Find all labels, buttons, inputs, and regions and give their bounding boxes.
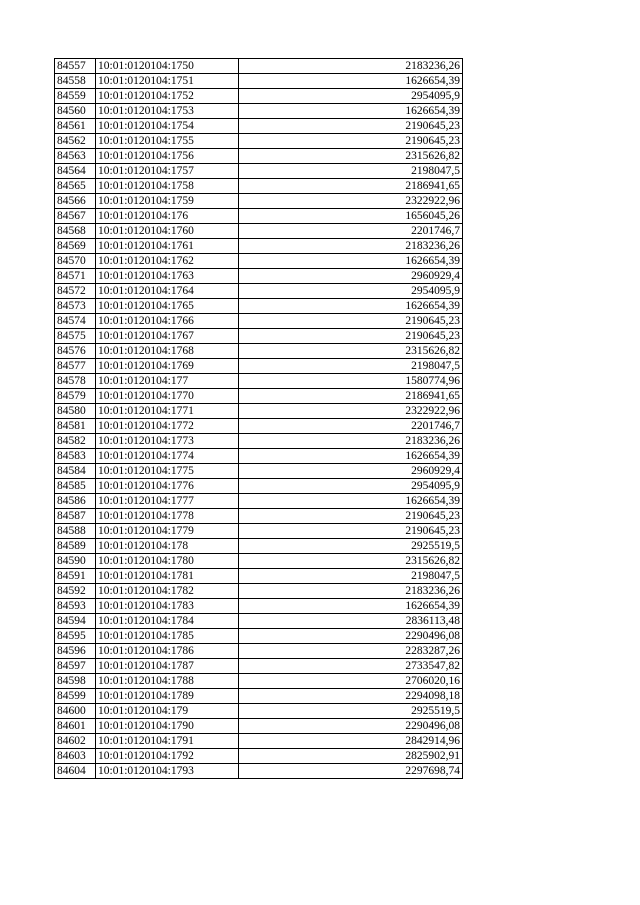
value-cell: 1626654,39 bbox=[239, 599, 463, 614]
record-number-cell: 84567 bbox=[55, 209, 96, 224]
record-number-cell: 84564 bbox=[55, 164, 96, 179]
cadastral-number-cell: 10:01:0120104:1753 bbox=[96, 104, 239, 119]
cadastral-number-cell: 10:01:0120104:1767 bbox=[96, 329, 239, 344]
record-number-cell: 84572 bbox=[55, 284, 96, 299]
value-cell: 2954095,9 bbox=[239, 479, 463, 494]
cadastral-number-cell: 10:01:0120104:1770 bbox=[96, 389, 239, 404]
record-number-cell: 84560 bbox=[55, 104, 96, 119]
record-number-cell: 84588 bbox=[55, 524, 96, 539]
cadastral-number-cell: 10:01:0120104:1782 bbox=[96, 584, 239, 599]
data-table bbox=[54, 58, 463, 779]
cadastral-number-cell: 10:01:0120104:1791 bbox=[96, 734, 239, 749]
value-cell: 2322922,96 bbox=[239, 194, 463, 209]
record-number-cell: 84557 bbox=[55, 59, 96, 74]
table-row bbox=[55, 404, 463, 419]
cadastral-number-cell: 10:01:0120104:1763 bbox=[96, 269, 239, 284]
value-cell: 1626654,39 bbox=[239, 254, 463, 269]
table-row bbox=[55, 359, 463, 374]
value-cell: 2290496,08 bbox=[239, 629, 463, 644]
value-cell: 2190645,23 bbox=[239, 509, 463, 524]
value-cell: 2925519,5 bbox=[239, 704, 463, 719]
value-cell: 2954095,9 bbox=[239, 284, 463, 299]
record-number-cell: 84603 bbox=[55, 749, 96, 764]
record-number-cell: 84593 bbox=[55, 599, 96, 614]
record-number-cell: 84571 bbox=[55, 269, 96, 284]
table-row bbox=[55, 524, 463, 539]
record-number-cell: 84565 bbox=[55, 179, 96, 194]
record-number-cell: 84561 bbox=[55, 119, 96, 134]
record-number-cell: 84585 bbox=[55, 479, 96, 494]
cadastral-number-cell: 10:01:0120104:1773 bbox=[96, 434, 239, 449]
record-number-cell: 84558 bbox=[55, 74, 96, 89]
cadastral-number-cell: 10:01:0120104:176 bbox=[96, 209, 239, 224]
value-cell: 1626654,39 bbox=[239, 494, 463, 509]
cadastral-number-cell: 10:01:0120104:178 bbox=[96, 539, 239, 554]
record-number-cell: 84584 bbox=[55, 464, 96, 479]
cadastral-number-cell: 10:01:0120104:1761 bbox=[96, 239, 239, 254]
table-row bbox=[55, 269, 463, 284]
record-number-cell: 84581 bbox=[55, 419, 96, 434]
value-cell: 2186941,65 bbox=[239, 389, 463, 404]
table-row bbox=[55, 764, 463, 779]
value-cell: 2825902,91 bbox=[239, 749, 463, 764]
record-number-cell: 84604 bbox=[55, 764, 96, 779]
record-number-cell: 84589 bbox=[55, 539, 96, 554]
record-number-cell: 84595 bbox=[55, 629, 96, 644]
cadastral-number-cell: 10:01:0120104:1780 bbox=[96, 554, 239, 569]
value-cell: 2183236,26 bbox=[239, 239, 463, 254]
cadastral-number-cell: 10:01:0120104:1783 bbox=[96, 599, 239, 614]
value-cell: 2201746,7 bbox=[239, 224, 463, 239]
table-row bbox=[55, 104, 463, 119]
record-number-cell: 84601 bbox=[55, 719, 96, 734]
value-cell: 2836113,48 bbox=[239, 614, 463, 629]
table-body bbox=[55, 59, 463, 779]
cadastral-number-cell: 10:01:0120104:1766 bbox=[96, 314, 239, 329]
table-row bbox=[55, 719, 463, 734]
cadastral-number-cell: 10:01:0120104:1755 bbox=[96, 134, 239, 149]
table-row bbox=[55, 119, 463, 134]
record-number-cell: 84587 bbox=[55, 509, 96, 524]
table-row bbox=[55, 374, 463, 389]
value-cell: 1626654,39 bbox=[239, 299, 463, 314]
value-cell: 2315626,82 bbox=[239, 554, 463, 569]
cadastral-number-cell: 10:01:0120104:179 bbox=[96, 704, 239, 719]
value-cell: 2322922,96 bbox=[239, 404, 463, 419]
value-cell: 2290496,08 bbox=[239, 719, 463, 734]
value-cell: 2198047,5 bbox=[239, 569, 463, 584]
cadastral-number-cell: 10:01:0120104:1759 bbox=[96, 194, 239, 209]
record-number-cell: 84562 bbox=[55, 134, 96, 149]
cadastral-number-cell: 10:01:0120104:1788 bbox=[96, 674, 239, 689]
value-cell: 2842914,96 bbox=[239, 734, 463, 749]
cadastral-number-cell: 10:01:0120104:1762 bbox=[96, 254, 239, 269]
value-cell: 2190645,23 bbox=[239, 524, 463, 539]
table-row bbox=[55, 314, 463, 329]
table-row bbox=[55, 434, 463, 449]
table-row bbox=[55, 389, 463, 404]
table-row bbox=[55, 734, 463, 749]
value-cell: 2283287,26 bbox=[239, 644, 463, 659]
value-cell: 2954095,9 bbox=[239, 89, 463, 104]
value-cell: 2190645,23 bbox=[239, 314, 463, 329]
table-row bbox=[55, 479, 463, 494]
cadastral-number-cell: 10:01:0120104:1778 bbox=[96, 509, 239, 524]
table-row bbox=[55, 494, 463, 509]
table-row bbox=[55, 749, 463, 764]
value-cell: 2190645,23 bbox=[239, 134, 463, 149]
cadastral-number-cell: 10:01:0120104:1775 bbox=[96, 464, 239, 479]
value-cell: 1626654,39 bbox=[239, 449, 463, 464]
table-row bbox=[55, 614, 463, 629]
cadastral-number-cell: 10:01:0120104:1765 bbox=[96, 299, 239, 314]
table-row bbox=[55, 539, 463, 554]
table-row bbox=[55, 284, 463, 299]
record-number-cell: 84591 bbox=[55, 569, 96, 584]
value-cell: 2315626,82 bbox=[239, 344, 463, 359]
record-number-cell: 84586 bbox=[55, 494, 96, 509]
value-cell: 2733547,82 bbox=[239, 659, 463, 674]
value-cell: 2706020,16 bbox=[239, 674, 463, 689]
record-number-cell: 84598 bbox=[55, 674, 96, 689]
cadastral-number-cell: 10:01:0120104:1789 bbox=[96, 689, 239, 704]
cadastral-number-cell: 10:01:0120104:1757 bbox=[96, 164, 239, 179]
table-row bbox=[55, 89, 463, 104]
record-number-cell: 84602 bbox=[55, 734, 96, 749]
cadastral-number-cell: 10:01:0120104:1760 bbox=[96, 224, 239, 239]
table-row bbox=[55, 134, 463, 149]
table-row bbox=[55, 419, 463, 434]
value-cell: 2198047,5 bbox=[239, 359, 463, 374]
value-cell: 2201746,7 bbox=[239, 419, 463, 434]
record-number-cell: 84577 bbox=[55, 359, 96, 374]
value-cell: 2186941,65 bbox=[239, 179, 463, 194]
value-cell: 2198047,5 bbox=[239, 164, 463, 179]
value-cell: 2315626,82 bbox=[239, 149, 463, 164]
value-cell: 2183236,26 bbox=[239, 434, 463, 449]
record-number-cell: 84574 bbox=[55, 314, 96, 329]
value-cell: 1580774,96 bbox=[239, 374, 463, 389]
table-row bbox=[55, 449, 463, 464]
table-row bbox=[55, 254, 463, 269]
table-row bbox=[55, 329, 463, 344]
table-row bbox=[55, 644, 463, 659]
table-row bbox=[55, 194, 463, 209]
cadastral-number-cell: 10:01:0120104:1750 bbox=[96, 59, 239, 74]
value-cell: 1626654,39 bbox=[239, 74, 463, 89]
record-number-cell: 84579 bbox=[55, 389, 96, 404]
table-row bbox=[55, 689, 463, 704]
cadastral-number-cell: 10:01:0120104:1758 bbox=[96, 179, 239, 194]
table-row bbox=[55, 299, 463, 314]
record-number-cell: 84566 bbox=[55, 194, 96, 209]
table-row bbox=[55, 164, 463, 179]
cadastral-number-cell: 10:01:0120104:1781 bbox=[96, 569, 239, 584]
table-row bbox=[55, 704, 463, 719]
table-row bbox=[55, 179, 463, 194]
cadastral-number-cell: 10:01:0120104:1784 bbox=[96, 614, 239, 629]
value-cell: 1626654,39 bbox=[239, 104, 463, 119]
cadastral-number-cell: 10:01:0120104:1774 bbox=[96, 449, 239, 464]
record-number-cell: 84600 bbox=[55, 704, 96, 719]
table-row bbox=[55, 239, 463, 254]
value-cell: 2960929,4 bbox=[239, 269, 463, 284]
record-number-cell: 84578 bbox=[55, 374, 96, 389]
cadastral-number-cell: 10:01:0120104:1769 bbox=[96, 359, 239, 374]
table-row bbox=[55, 149, 463, 164]
record-number-cell: 84559 bbox=[55, 89, 96, 104]
value-cell: 2960929,4 bbox=[239, 464, 463, 479]
cadastral-number-cell: 10:01:0120104:1772 bbox=[96, 419, 239, 434]
cadastral-number-cell: 10:01:0120104:1752 bbox=[96, 89, 239, 104]
record-number-cell: 84592 bbox=[55, 584, 96, 599]
cadastral-number-cell: 10:01:0120104:1751 bbox=[96, 74, 239, 89]
cadastral-number-cell: 10:01:0120104:1777 bbox=[96, 494, 239, 509]
record-number-cell: 84568 bbox=[55, 224, 96, 239]
value-cell: 2294098,18 bbox=[239, 689, 463, 704]
cadastral-number-cell: 10:01:0120104:1785 bbox=[96, 629, 239, 644]
record-number-cell: 84599 bbox=[55, 689, 96, 704]
record-number-cell: 84575 bbox=[55, 329, 96, 344]
table-row bbox=[55, 674, 463, 689]
record-number-cell: 84563 bbox=[55, 149, 96, 164]
value-cell: 2190645,23 bbox=[239, 329, 463, 344]
record-number-cell: 84583 bbox=[55, 449, 96, 464]
value-cell: 2190645,23 bbox=[239, 119, 463, 134]
value-cell: 2925519,5 bbox=[239, 539, 463, 554]
cadastral-number-cell: 10:01:0120104:177 bbox=[96, 374, 239, 389]
record-number-cell: 84570 bbox=[55, 254, 96, 269]
cadastral-number-cell: 10:01:0120104:1756 bbox=[96, 149, 239, 164]
table-row bbox=[55, 344, 463, 359]
cadastral-number-cell: 10:01:0120104:1754 bbox=[96, 119, 239, 134]
table-row bbox=[55, 509, 463, 524]
record-number-cell: 84590 bbox=[55, 554, 96, 569]
value-cell: 2297698,74 bbox=[239, 764, 463, 779]
record-number-cell: 84580 bbox=[55, 404, 96, 419]
table-row bbox=[55, 74, 463, 89]
record-number-cell: 84576 bbox=[55, 344, 96, 359]
record-number-cell: 84594 bbox=[55, 614, 96, 629]
cadastral-number-cell: 10:01:0120104:1792 bbox=[96, 749, 239, 764]
table-row bbox=[55, 554, 463, 569]
table-row bbox=[55, 224, 463, 239]
record-number-cell: 84597 bbox=[55, 659, 96, 674]
record-number-cell: 84573 bbox=[55, 299, 96, 314]
value-cell: 2183236,26 bbox=[239, 584, 463, 599]
table-row bbox=[55, 209, 463, 224]
cadastral-number-cell: 10:01:0120104:1779 bbox=[96, 524, 239, 539]
cadastral-number-cell: 10:01:0120104:1786 bbox=[96, 644, 239, 659]
table-row bbox=[55, 584, 463, 599]
cadastral-number-cell: 10:01:0120104:1790 bbox=[96, 719, 239, 734]
cadastral-number-cell: 10:01:0120104:1771 bbox=[96, 404, 239, 419]
table-row bbox=[55, 464, 463, 479]
cadastral-number-cell: 10:01:0120104:1768 bbox=[96, 344, 239, 359]
table-row bbox=[55, 59, 463, 74]
cadastral-number-cell: 10:01:0120104:1776 bbox=[96, 479, 239, 494]
table-row bbox=[55, 659, 463, 674]
cadastral-number-cell: 10:01:0120104:1787 bbox=[96, 659, 239, 674]
table-row bbox=[55, 629, 463, 644]
table-row bbox=[55, 599, 463, 614]
record-number-cell: 84582 bbox=[55, 434, 96, 449]
value-cell: 1656045,26 bbox=[239, 209, 463, 224]
cadastral-number-cell: 10:01:0120104:1764 bbox=[96, 284, 239, 299]
record-number-cell: 84569 bbox=[55, 239, 96, 254]
table-row bbox=[55, 569, 463, 584]
cadastral-number-cell: 10:01:0120104:1793 bbox=[96, 764, 239, 779]
record-number-cell: 84596 bbox=[55, 644, 96, 659]
value-cell: 2183236,26 bbox=[239, 59, 463, 74]
